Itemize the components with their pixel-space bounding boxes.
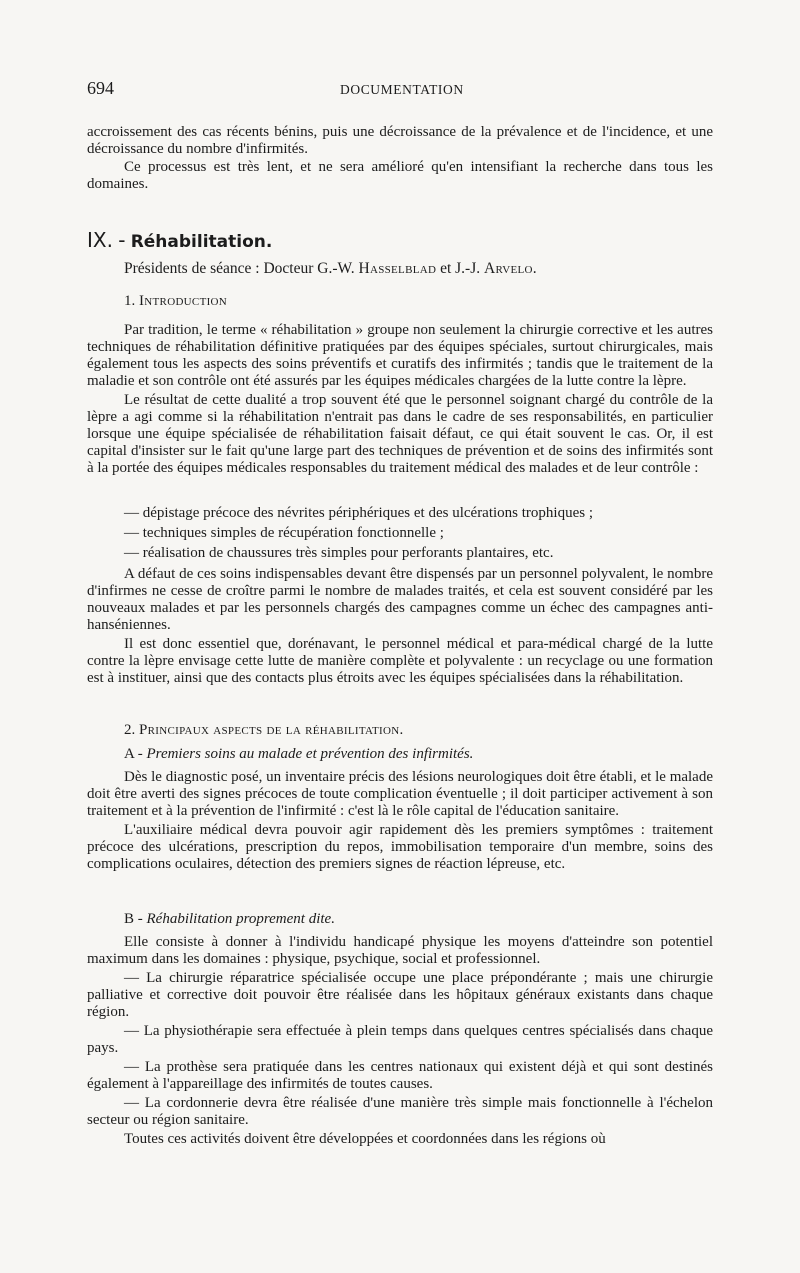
subsection-heading-1 [124, 293, 713, 310]
subsection-heading-A [124, 746, 713, 763]
president-name: Arvelo. [484, 260, 537, 277]
section-number: IX. [87, 228, 113, 252]
section-heading [87, 228, 272, 253]
section-A-body [87, 769, 713, 873]
paragraph: accroissement des cas récents bénins, puis une décroissance de la prévalence et de l'incidence, et une décroissance du nombre d'infirmités. [87, 124, 713, 157]
section-title: Réhabilitation. [130, 232, 273, 252]
subsection-heading-B [124, 911, 713, 928]
paragraph: — La prothèse sera pratiquée dans les centres nationaux qui existent déjà et qui sont destinés également à l'appareillage des infirmités de toutes causes. [87, 1059, 713, 1092]
paragraph: L'auxiliaire médical devra pouvoir agir rapidement dès les premiers symptômes : traitement précoce des ulcérations, prescription du repos, immobilisation temporaire d'un membre, soins des complications oculaires, détection des premiers signes de réaction lépreuse, etc. [87, 822, 713, 872]
subsection-letter: B - [124, 911, 143, 927]
section-B-body [87, 934, 713, 1148]
paragraph: Toutes ces activités doivent être développées et coordonnées dans les régions où [124, 1131, 606, 1147]
presidents-doctor: Docteur G.-W. [263, 260, 355, 277]
subsection-heading-2 [124, 722, 713, 739]
list-item: — techniques simples de récupération fonctionnelle ; [124, 525, 444, 541]
subsection-title: Principaux aspects de la réhabilitation. [139, 722, 404, 738]
session-presidents [124, 260, 713, 277]
introduction-body [87, 322, 713, 477]
presidents-label: Présidents de séance : [124, 260, 260, 277]
subsection-letter: A - [124, 746, 143, 762]
page-header [87, 78, 713, 106]
section-separator: - [118, 228, 126, 252]
paragraph: — La cordonnerie devra être réalisée d'une manière très simple mais fonctionnelle à l'échelon secteur ou région sanitaire. [87, 1095, 713, 1128]
introduction-body-continued [87, 566, 713, 687]
paragraph: — La physiothérapie sera effectuée à plein temps dans quelques centres spécialisés dans chaque pays. [87, 1023, 713, 1056]
subsection-title: Premiers soins au malade et prévention des infirmités. [146, 746, 474, 762]
president-name: Hasselblad [358, 260, 437, 277]
subsection-title: Introduction [139, 293, 228, 309]
paragraph: Le résultat de cette dualité a trop souvent été que le personnel soignant chargé du contrôle de la lèpre a agi comme si la réhabilitation n'entrait pas dans le cadre de ses responsabilités, en particulier lorsque une équipe spécialisée de réhabilitation faisait défaut, ce qui était souvent le cas. Or, il est capital d'insister sur le fait qu'une large part des techniques de prévention et de soins des infirmités sont à la portée des équipes médicales responsables du traitement médical des malades et de leur contrôle : [87, 392, 713, 476]
paragraph: Elle consiste à donner à l'individu handicapé physique les moyens d'atteindre son potentiel maximum dans les domaines : physique, psychique, social et professionnel. [87, 934, 713, 967]
paragraph: A défaut de ces soins indispensables devant être dispensés par un personnel polyvalent, le nombre d'infirmes ne cesse de croître parmi le nombre de malades traités, et cela est souvent considéré par les nouveaux malades et par les personnels chargés des campagnes comme un échec des campagnes anti-hanséniennes. [87, 566, 713, 633]
subsection-title: Réhabilitation proprement dite. [146, 911, 335, 927]
list-item: — réalisation de chaussures très simples pour perforants plantaires, etc. [124, 545, 554, 561]
page-number: 694 [87, 78, 114, 98]
subsection-number: 2. [124, 722, 136, 738]
paragraph: — La chirurgie réparatrice spécialisée occupe une place prépondérante ; mais une chirurgie palliative et corrective doit pouvoir être réalisée dans les hôpitaux généraux existants dans chaque région. [87, 970, 713, 1020]
paragraph: Par tradition, le terme « réhabilitation » groupe non seulement la chirurgie corrective et les autres techniques de réhabilitation définitive pratiquées par des équipes spéciales, surtout chirurgicales, mais également tous les aspects des soins préventifs et curatifs des infirmités ; tandis que le traitement de la maladie et son contrôle ont été assurés par les équipes médicales chargées de la lutte contre la lèpre. [87, 322, 713, 389]
paragraph: Il est donc essentiel que, dorénavant, le personnel médical et para-médical chargé de la lutte contre la lèpre envisage cette lutte de manière complète et polyvalente : un recyclage ou une formation est à instituer, ainsi que des contacts plus étroits avec les équipes spécialisées dans la réhabilitation. [87, 636, 713, 686]
subsection-number: 1. [124, 293, 136, 309]
presidents-connector: et J.-J. [440, 260, 481, 277]
running-title: DOCUMENTATION [340, 82, 464, 97]
intro-continuation [87, 124, 713, 193]
list-item: — dépistage précoce des névrites périphériques et des ulcérations trophiques ; [124, 505, 594, 521]
paragraph: Ce processus est très lent, et ne sera amélioré qu'en intensifiant la recherche dans tous les domaines. [87, 159, 713, 192]
paragraph: Dès le diagnostic posé, un inventaire précis des lésions neurologiques doit être établi, et le malade doit être averti des signes précoces de toute complication éventuelle ; il doit participer activement à son traitement et à la prévention de l'infirmité : c'est là le rôle capital de l'éducation sanitaire. [87, 769, 713, 819]
